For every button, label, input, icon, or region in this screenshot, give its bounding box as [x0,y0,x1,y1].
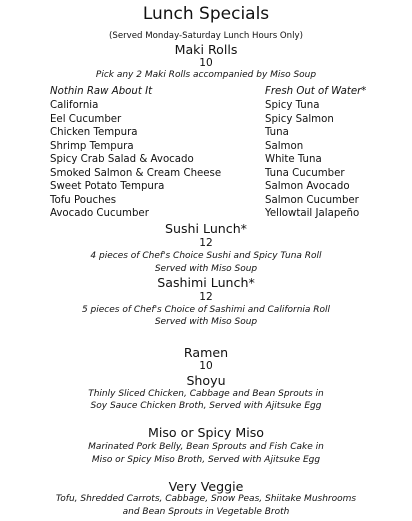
list-item: Sweet Potato Tempura [50,181,165,192]
list-item: Spicy Crab Salad & Avocado [50,154,194,165]
ramen-style-name: Very Veggie [168,479,244,494]
sushi-lunch-heading: Sushi Lunch* [165,221,247,236]
list-item: Spicy Salmon [265,113,334,125]
list-item: Smoked Salmon & Cream Cheese [50,167,222,179]
sashimi-lunch-description: Served with Miso Soup [154,317,258,327]
column-heading-raw: Fresh Out of Water* [265,86,367,97]
list-item: Spicy Tuna [265,100,320,111]
sashimi-lunch-description: 5 pieces of Chef's Choice of Sashimi and California Roll [81,305,331,315]
ramen-style-description: Marinated Pork Belly, Bean Sprouts and Fish Cake in [88,442,324,452]
list-item: Eel Cucumber [50,113,122,125]
cooked-roll-list [50,99,221,221]
ramen-style-description: and Bean Sprouts in Vegetable Broth [122,507,290,517]
list-item: Salmon [265,140,304,152]
column-heading-cooked: Nothin Raw About It [50,86,153,97]
list-item: Salmon Cucumber [265,194,359,206]
maki-heading: Maki Rolls [174,42,238,57]
sashimi-lunch-price: 12 [199,291,213,303]
list-item: California [50,100,99,111]
list-item: Tuna Cucumber [265,167,345,179]
sushi-lunch-description: 4 pieces of Chef's Choice Sushi and Spicy Tuna Roll [90,251,322,261]
ramen-heading: Ramen [183,345,229,360]
list-item: Avocado Cucumber [50,208,149,219]
ramen-style-description: Thinly Sliced Chicken, Cabbage and Bean Sprouts in [88,389,324,399]
sashimi-lunch-heading: Sashimi Lunch* [157,275,255,290]
list-item: Shrimp Tempura [50,140,134,152]
ramen-style-name: Miso or Spicy Miso [147,425,265,440]
sushi-lunch-price: 12 [199,237,213,249]
list-item: Tofu Pouches [50,194,117,206]
ramen-style-description: Soy Sauce Chicken Broth, Served with Ajitsuke Egg [90,401,322,411]
list-item: White Tuna [265,154,322,165]
maki-price: 10 [199,57,213,69]
raw-roll-list [265,99,359,221]
list-item: Yellowtail Jalapeño [265,208,360,219]
sushi-lunch-description: Served with Miso Soup [154,264,258,274]
ramen-style-description: Tofu, Shredded Carrots, Cabbage, Snow Peas, Shiitake Mushrooms [55,494,357,504]
page-title: Lunch Specials [142,4,270,24]
list-item: Salmon Avocado [265,181,350,192]
ramen-price: 10 [199,360,213,372]
ramen-style-description: Miso or Spicy Miso Broth, Served with Ajitsuke Egg [91,455,321,465]
list-item: Chicken Tempura [50,127,138,138]
served-hours-note: (Served Monday-Saturday Lunch Hours Only) [109,31,303,41]
list-item: Tuna [265,127,289,138]
ramen-style-name: Shoyu [186,373,226,388]
maki-note: Pick any 2 Maki Rolls accompanied by Miso Soup [95,70,317,80]
